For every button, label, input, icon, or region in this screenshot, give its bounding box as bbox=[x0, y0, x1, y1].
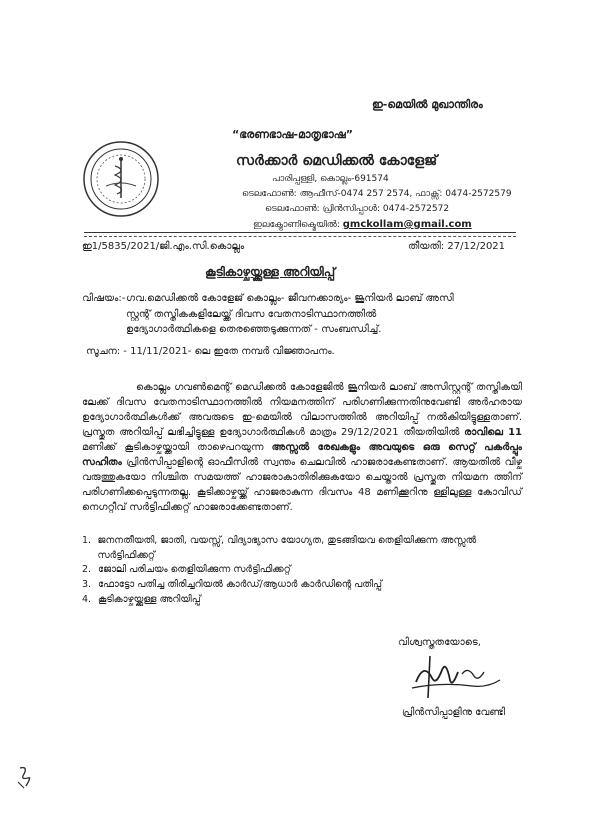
body-bold-documents: അസ്സൽ രേഖകളും അവയുടെ ഒരു സെറ്റ് പകർപ്പും സഹിതം bbox=[82, 442, 522, 468]
header-divider-dashed bbox=[84, 236, 516, 237]
list-item: 2. ജോലി പരിചയം തെളിയിക്കുന്ന സർട്ടിഫിക്കറ്റ് bbox=[82, 564, 291, 576]
signatory-line: പ്രിൻസിപ്പാളിനു വേണ്ടി bbox=[402, 707, 505, 718]
reference-number: ഇ1/5835/2021/ജി.എം.സി.കൊല്ലം bbox=[82, 241, 245, 252]
letter-date: തീയതി: 27/12/2021 bbox=[408, 241, 506, 252]
body-bold-time: രാവിലെ 11 bbox=[464, 427, 522, 438]
list-item: 4. കൂടികാഴ്ചയ്ക്കുള്ള അറിയിപ്പ് bbox=[82, 593, 201, 605]
institution-name: സർക്കാർ മെഡിക്കൽ കോളേജ് bbox=[236, 153, 438, 169]
documents-list bbox=[82, 534, 522, 608]
reference-note: സൂചന: - 11/11/2021- ലെ ഇതേ നമ്പർ വിജ്ഞാപനം. bbox=[86, 346, 335, 357]
handwritten-signature bbox=[402, 652, 512, 702]
subject-line-3: ഉദ്യോഗാർത്ഥികളെ തെരഞ്ഞെടുക്കുന്നത് - സംബന്ധിച്ച്. bbox=[126, 324, 382, 335]
body-paragraph bbox=[82, 380, 522, 515]
slogan: “ഭരണഭാഷ-മാതൃഭാഷ” bbox=[232, 128, 353, 141]
principal-phone: ടെലഫോൺ: പ്രിൻസിപ്പാൾ: 0474-2572572 bbox=[265, 204, 450, 214]
notice-title: കൂടികാഴ്ചയ്ക്കുള്ള അറിയിപ്പ് bbox=[205, 265, 336, 279]
subject-line-2: സ്റ്റന്റ് തസ്തികകളിലേയ്ക്ക് ദിവസ വേതനാടിസ്ഥാനത്തിൽ bbox=[126, 308, 377, 320]
body-text-1: കൊല്ലം ഗവൺമെന്റ് മെഡിക്കൽ കോളേജിൽ ജൂനിയർ ലാബ് അസിസ്റ്റന്റ് തസ്തികയി ലേക്ക് ദിവസ വേതനാടിസ്ഥാനത്തിൽ നിയമനത്തിന് പരിഗണിക്കുന്നതിനുവേണ്ടി അർഹരായ ഉദ്യോഗാർത്ഥികൾക്ക് അവരുടെ ഇ-മെയിൽ വിലാസത്തിൽ അറിയിപ്പ് നൽകിയിട്ടുള്ളതാണ്. പ്രസ്തുത അറിയിപ്പ് ലഭിച്ചിട്ടുള്ള ഉദ്യോഗാർത്ഥികൾ മാത്രം 29/12/2021 തീയതിയിൽ bbox=[82, 382, 522, 438]
subject-block bbox=[82, 291, 522, 338]
email-label: ഇലക്ട്രോണിക്മെയിൽ: bbox=[253, 220, 340, 230]
list-item: 3. ഫോട്ടോ പതിച്ച തിരിച്ചറിയൽ കാർഡ്/ആധാർ കാർഡിന്റെ പതിപ്പ് bbox=[82, 579, 383, 591]
subject-line-1: ഗവ.മെഡിക്കൽ കോളേജ് കൊല്ലം- ജീവനക്കാര്യം- ജൂനിയർ ലാബ് അസി bbox=[126, 293, 454, 304]
office-phone: ടെലഫോൺ: ആഫീസ്-0474 257 2574, ഫാക്സ്: 0474-2572579 bbox=[242, 189, 512, 199]
email-delivery-note: ഇ-മെയിൽ മുഖാന്തിരം bbox=[372, 98, 483, 111]
header-divider bbox=[84, 232, 516, 233]
closing-salutation: വിശ്വസ്തതയോടെ, bbox=[398, 637, 481, 648]
body-text-3: പ്രിൻസിപ്പാളിന്റെ ഓഫീസിൽ സ്വന്തം ചെലവിൽ ഹാജരാകേണ്ടതാണ്. ആയതിൽ വീഴ്ച വരുത്തുകയോ നിശ്ചിത സമയത്ത് ഹാജരാകാതിരിക്കുകയോ ചെയ്താൽ പ്രസ്തുത നിയമന ത്തിന് പരിഗണിക്കപ്പെടുന്നതല്ല. കൂടിക്കാഴ്ചയ്ക്ക് ഹാജരാകുന്ന ദിവസം 48 മണിക്കൂറിനു ള്ളിലുള്ള കോവിഡ് നെഗറ്റീവ് സർട്ടിഫിക്കറ്റ് ഹാജരാക്കേണ്ടതാണ്. bbox=[82, 457, 522, 513]
email-line bbox=[253, 219, 472, 230]
address: പാരിപ്പള്ളി, കൊല്ലം-691574 bbox=[272, 174, 389, 184]
initials-mark bbox=[14, 764, 36, 790]
list-item: 1. ജനനതീയതി, ജാതി, വയസ്സ്, വിദ്യാഭ്യാസ യോഗ്യത, തുടങ്ങിയവ തെളിയിക്കുന്ന അസ്സൽ സർട്ടിഫിക്കറ്റ് bbox=[82, 535, 477, 561]
college-emblem-icon bbox=[82, 140, 160, 218]
email-link[interactable]: gmckollam@gmail.com bbox=[342, 219, 472, 230]
subject-label: വിഷയം:- bbox=[82, 293, 126, 304]
body-text-2: മണിക്ക് കൂടികാഴ്ചയ്ക്കായി താഴെപറയുന്ന bbox=[82, 442, 272, 453]
